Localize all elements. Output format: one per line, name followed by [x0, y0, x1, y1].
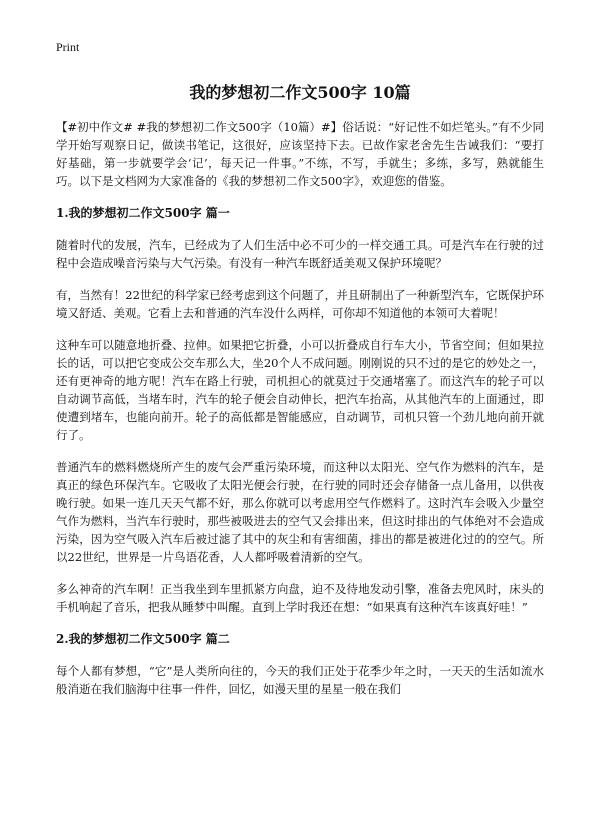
paragraph: 这种车可以随意地折叠、拉伸。如果把它折叠，小可以折叠成自行车大小，节省空间；但如果拉长的话，可以把它变成公交车那么大，坐20个人不成问题。刚刚说的只不过的是它的妙处之一，还有更神奇的地方呢！汽车在路上行驶，司机担心的就莫过于交通堵塞了。而这汽车的轮子可以自动调节高低，当堵车时，汽车的轮子便会自动伸长，把汽车抬高，从其他汽车的上面通过，即使遭到堵车，也能向前开。轮子的高低都是智能感应，自动调节，司机只管一个劲儿地向前开就行了。	[56, 338, 544, 442]
document-body	[56, 118, 544, 712]
section-heading-2: 2.我的梦想初二作文500字 篇二	[56, 632, 230, 646]
paragraph: 有，当然有！22世纪的科学家已经考虑到这个问题了，并且研制出了一种新型汽车，它既保护环境又舒适、美观。它看上去和普通的汽车没什么两样，可你却不知道他的本领可大着呢！	[56, 288, 544, 320]
section-heading-1: 1.我的梦想初二作文500字 篇一	[56, 206, 230, 220]
print-label[interactable]: Print	[56, 40, 80, 54]
paragraph: 多么神奇的汽车啊！正当我坐到车里抓紧方向盘，迫不及待地发动引擎，准备去兜风时，床头的手机响起了音乐，把我从睡梦中叫醒。直到上学时我还在想：“如果真有这种汽车该真好哇！”	[56, 582, 544, 614]
paragraph: 每个人都有梦想，“它”是人类所向往的，今天的我们正处于花季少年之时，一天天的生活如流水般消逝在我们脑海中往事一件件，回忆，如漫天里的星星一般在我们	[56, 664, 544, 696]
page-title: 我的梦想初二作文500字 10篇	[189, 83, 411, 102]
intro-paragraph: 【#初中作文# #我的梦想初二作文500字（10篇）#】俗话说：“好记性不如烂笔头。”有不少同学开始写观察日记，做读书笔记，这很好，应该坚持下去。已故作家老舍先生告诫我们：“要打好基础，第一步就要学会‘记’，每天记一件事。”不练，不写，手就生；多练，多写，熟就能生巧。以下是文档网为大家准备的《我的梦想初二作文500字》，欢迎您的借鉴。	[56, 120, 544, 188]
paragraph: 普通汽车的燃料燃烧所产生的废气会严重污染环境，而这种以太阳光、空气作为燃料的汽车，是真正的绿色环保汽车。它吸收了太阳光便会行驶，在行驶的同时还会存储备一点儿备用，以供夜晚行驶。如果一连几天天气都不好，那么你就可以考虑用空气作燃料了。这时汽车会吸入少量空气作为燃料，当汽车行驶时，那些被吸进去的空气又会排出来，但这时排出的气体绝对不会造成污染，因为空气吸入汽车后被过滤了其中的灰尘和有害细菌，排出的都是被进化过的的空气。所以22世纪，世界是一片鸟语花香，人人都呼吸着清新的空气。	[56, 460, 544, 564]
paragraph: 随着时代的发展，汽车，已经成为了人们生活中必不可少的一样交通工具。可是汽车在行驶的过程中会造成噪音污染与大气污染。有没有一种汽车既舒适美观又保护环境呢？	[56, 238, 544, 270]
